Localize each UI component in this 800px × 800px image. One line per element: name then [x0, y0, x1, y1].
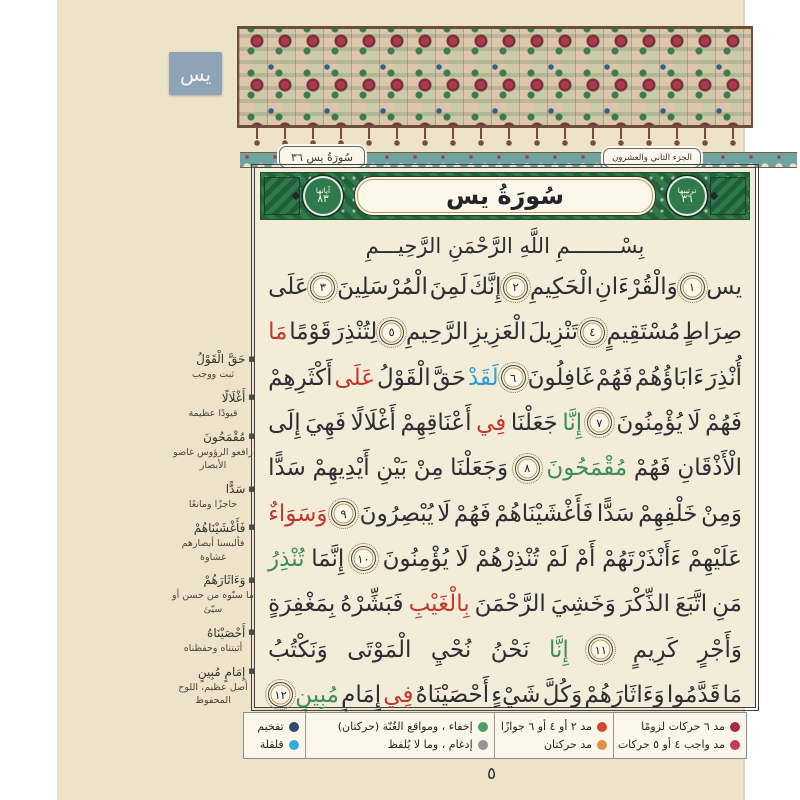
quran-word: أُنْذِرَ [706, 364, 742, 391]
ayah-marker: ٥ [379, 320, 404, 345]
note-meaning: أصل عظيم، اللوح المحفوظ [178, 681, 248, 707]
legend-box [243, 712, 747, 759]
legend-entry [501, 720, 607, 733]
quran-word: وَءَاثَارَهُمْ [584, 681, 665, 708]
note-bullet-icon: ■ [248, 432, 255, 441]
quran-word: وَنَكْتُبُ [268, 636, 328, 663]
legend-entry [312, 720, 488, 733]
quran-line [268, 410, 742, 436]
ayat-medallion-value: ٨٣ [317, 193, 329, 206]
note-term [171, 391, 255, 405]
ayat-medallion-label: آياتها [315, 185, 331, 195]
quran-line [268, 365, 742, 391]
quran-word: فَأَغْشَيْنَاهُمْ [494, 500, 594, 527]
quran-word: فَهِيَ [305, 409, 347, 436]
quran-word: الرَّحِيمِ [405, 319, 469, 346]
note-bullet-icon: ■ [248, 628, 255, 637]
main-text-frame [254, 167, 756, 708]
bismillah: بِسْــــــــمِ اللَّهِ الرَّحْمَنِ الرَّحِيـــمِ [365, 234, 645, 258]
quran-word: مُقْمَحُونَ [546, 455, 628, 482]
quran-word: قَدَّمُوا [666, 681, 721, 708]
quran-word: يُبْصِرُونَ [359, 500, 434, 527]
quran-word: وَأَجْرٍ [697, 636, 742, 663]
quran-word: مَا [268, 319, 288, 346]
scanned-page [57, 0, 745, 800]
quran-line [268, 682, 742, 708]
quran-line [268, 274, 742, 300]
legend-group [495, 713, 614, 758]
note-bullet-icon: ■ [248, 354, 255, 363]
quran-word: وَمِنْ [701, 500, 742, 527]
quran-word: عَلَى [268, 274, 309, 300]
note-term [171, 521, 255, 535]
quran-word: يُؤْمِنُونَ [382, 545, 449, 572]
quran-word: مُبِينٍ [295, 681, 339, 708]
legend-entry [250, 738, 299, 751]
note-bullet-icon: ■ [248, 575, 255, 584]
ayah-marker: ١ [680, 275, 705, 300]
legend-entry [250, 720, 299, 733]
quran-word: صِرَاطٍ [682, 319, 742, 346]
quran-word: جَعَلْنَا [510, 409, 558, 436]
quran-line [268, 319, 742, 345]
quran-word: مِنْ [413, 455, 444, 482]
legend-label: مد ٢ أو ٤ أو ٦ جوازًا [500, 720, 592, 733]
note-term [171, 665, 255, 679]
quran-word: وَسَوَاءٌ [268, 500, 328, 527]
quran-word: إِمَامٍ [341, 681, 382, 708]
quran-word: كَرِيمٍ [632, 636, 679, 663]
quran-word: حَقَّ [432, 364, 466, 391]
quran-word: بَيْنِ [376, 455, 408, 482]
legend-label: قلقلة [259, 738, 284, 751]
note-term-text: إِمَامٍ مُبِينٍ [197, 664, 246, 679]
quran-word: الْمَوْتَى [347, 636, 412, 663]
quran-word: مَا [722, 681, 742, 708]
quran-word: الْعَزِيزِ [470, 319, 527, 346]
quran-word: فَهُمْ [596, 364, 633, 391]
quran-word: الْقَوْلُ [376, 364, 431, 391]
quran-word: لَمِنَ [429, 274, 468, 300]
quran-word: وَالْقُرْءَانِ [594, 274, 678, 300]
note-term [171, 352, 255, 366]
legend-label: مد حركتان [543, 738, 592, 751]
note-term-text: سَدًّا [225, 482, 246, 497]
quran-word: اتَّبَعَ [675, 591, 708, 618]
note-term [171, 573, 255, 587]
ayah-marker: ١٢ [268, 682, 293, 707]
quran-word: خَلْفِهِمْ [638, 500, 698, 527]
quran-line [268, 455, 742, 481]
note-bullet-icon: ■ [248, 484, 255, 493]
quran-word: لَقَدْ [467, 364, 499, 391]
surah-ref-cartouche [279, 146, 365, 168]
margin-note [171, 573, 255, 617]
ayah-marker: ٨ [515, 456, 540, 481]
margin-note [171, 482, 255, 512]
note-bullet-icon: ■ [248, 523, 255, 532]
juz-cartouche [603, 148, 701, 168]
quran-word: فِي [476, 409, 507, 436]
quran-word: إِنَّمَا [311, 545, 345, 572]
quran-word: لَا [437, 500, 451, 527]
quran-line [268, 591, 742, 617]
quran-word: وَكُلَّ [542, 681, 583, 708]
legend-color-dot [730, 722, 740, 732]
note-term-text: فَأَغْشَيْنَاهُمْ [193, 520, 246, 535]
quran-word: غَافِلُونَ [527, 364, 595, 391]
quran-word: لَا [455, 545, 469, 572]
quran-word: تُنْذِرْهُمْ [475, 545, 540, 572]
legend-entry [501, 738, 607, 751]
legend-group [244, 713, 306, 758]
quran-word: الْأَذْقَانِ [677, 455, 742, 482]
note-bullet-icon: ■ [248, 667, 255, 676]
margin-note [171, 665, 255, 709]
ornamental-tapestry-band [237, 26, 753, 128]
legend-color-dot [478, 722, 488, 732]
quran-word: لَمْ [545, 545, 569, 572]
legend-color-dot [597, 722, 607, 732]
note-meaning: أثبتناه وحفظناه [183, 642, 243, 654]
quran-word: أَيْدِيهِمْ [312, 455, 370, 482]
quran-word: مَنِ [712, 591, 742, 618]
quran-word: عَلَيْهِمْ [687, 545, 742, 572]
note-term [171, 430, 255, 444]
ayah-marker: ٢ [503, 275, 528, 300]
quran-line [268, 501, 742, 527]
note-term [171, 482, 255, 496]
quran-line [268, 637, 742, 663]
page-number: ٥ [487, 764, 497, 784]
ayah-marker: ٦ [501, 365, 526, 390]
margin-note [171, 352, 255, 382]
legend-color-dot [730, 740, 740, 750]
note-meaning: حاجزًا ومانعًا [188, 499, 238, 511]
margin-notes [171, 352, 255, 708]
quran-word: الْمُرْسَلِينَ [337, 274, 428, 300]
legend-label: إدغام ، وما لا يُلفظ [387, 738, 473, 751]
ayah-marker: ١١ [588, 637, 613, 662]
note-meaning: قيودًا عظيمة [188, 407, 238, 419]
quran-word: نَحْنُ [490, 636, 530, 663]
legend-entry [617, 738, 740, 751]
quran-word: بِمَغْفِرَةٍ [268, 591, 336, 618]
quran-word: بِالْغَيْبِ [408, 591, 470, 618]
quran-word: عَلَى [334, 364, 375, 391]
legend-label: إخفاء ، ومواقع الغُنّة (حركتان) [337, 720, 473, 733]
quran-word: إِنَّا [562, 409, 583, 436]
quran-word: شَيْءٍ [491, 681, 541, 708]
title-cartouche [354, 176, 656, 216]
margin-note [171, 521, 255, 565]
quran-word: سَدًّا [596, 500, 635, 527]
tassel-fringe [243, 125, 743, 147]
margin-note [171, 391, 255, 421]
note-term-text: وَءَاثَارَهُمْ [203, 573, 246, 588]
note-meaning: ثبت ووجب [191, 369, 235, 380]
note-term [171, 626, 255, 640]
quran-word: أَعْنَاقِهِمْ [400, 409, 472, 436]
legend-color-dot [289, 722, 299, 732]
legend-color-dot [478, 740, 488, 750]
legend-label: مد ٦ حركات لزومًا [641, 720, 725, 733]
quran-word: فِي [383, 681, 414, 708]
quran-word: تُنْذِرُ [268, 545, 305, 572]
legend-group [614, 713, 746, 758]
ayah-marker: ٤ [580, 320, 605, 345]
note-bullet-icon: ■ [248, 393, 255, 402]
legend-entry [620, 720, 740, 733]
quran-word: فَهُمْ [705, 409, 742, 436]
quran-word: الْحَكِيمِ [529, 274, 594, 300]
note-term-text: حَقَّ الْقَوْلُ [196, 352, 246, 366]
quran-word: الذِّكْرَ [620, 591, 671, 618]
ayah-marker: ٣ [310, 275, 335, 300]
note-term-text: مُقْمَحُونَ [203, 429, 246, 444]
side-tab: يس [169, 52, 222, 95]
quran-word: وَخَشِيَ [550, 591, 616, 618]
juz-label: الجزء الثاني والعشرون [612, 153, 692, 163]
quran-word: تَنْزِيلَ [528, 319, 579, 346]
quran-word: إِلَى [268, 409, 301, 436]
quran-word: فَبَشِّرْهُ [340, 591, 404, 618]
quran-word: يُؤْمِنُونَ [616, 409, 683, 436]
legend-color-dot [597, 740, 607, 750]
quran-word: قَوْمًا [289, 319, 332, 346]
quran-word: لَا [687, 409, 701, 436]
quran-word: فَهُمْ [633, 455, 671, 482]
note-meaning: فألبسنا أبصارهم غشاوة [181, 537, 245, 563]
quran-word: أَحْصَيْنَاهُ [415, 681, 490, 708]
quran-word: لِتُنْذِرَ [333, 319, 378, 346]
quran-word: الرَّحْمَنَ [474, 591, 546, 618]
ayah-marker: ٧ [587, 410, 612, 435]
surah-title-band [260, 172, 750, 220]
quran-word: ءَأَنْذَرْتَهُمْ [602, 545, 682, 572]
note-term-text: أَحْصَيْنَاهُ [207, 625, 246, 640]
margin-note [171, 430, 255, 474]
quran-word: فَهُمْ [453, 500, 491, 527]
surah-title: سُورَةُ يس [446, 182, 564, 210]
quran-lines [260, 272, 750, 714]
ayat-medallion [303, 176, 343, 216]
quran-word: إِنَّكَ [469, 274, 502, 300]
legend-entry [312, 738, 488, 751]
note-term-text: أَغْلَالًا [221, 390, 246, 405]
surah-ref-label: سُورَةُ يس ٣٦ [291, 150, 353, 164]
legend-group [306, 713, 495, 758]
quran-line [268, 546, 742, 572]
quran-word: إِنَّا [549, 636, 569, 663]
legend-label: تفخيم [257, 720, 284, 733]
quran-word: أَغْلَالًا [350, 409, 396, 436]
quran-word: ءَابَاؤُهُمْ [634, 364, 705, 391]
order-medallion-label: ترتيبها [677, 185, 697, 195]
quran-word: أَمْ [574, 545, 596, 572]
note-meaning: رافعو الرؤوس غاضو الأبصار [173, 446, 253, 472]
quran-word: يس [706, 274, 742, 300]
legend-color-dot [289, 740, 299, 750]
order-medallion [667, 176, 707, 216]
quran-word: وَجَعَلْنَا [450, 455, 509, 482]
ayah-marker: ١٠ [351, 546, 376, 571]
order-medallion-value: ٣٦ [681, 193, 693, 206]
margin-note [171, 626, 255, 656]
ayah-marker: ٩ [331, 501, 356, 526]
quran-word: سَدًّا [268, 455, 306, 482]
quran-word: مُسْتَقِيمٍ [606, 319, 681, 346]
legend-label: مد واجب ٤ أو ٥ حركات [617, 738, 725, 751]
note-meaning: ما سنّوه من حسن أو سيّئ [172, 590, 254, 616]
quran-word: أَكْثَرِهِمْ [268, 364, 333, 391]
quran-word: نُحْيِ [430, 636, 472, 663]
